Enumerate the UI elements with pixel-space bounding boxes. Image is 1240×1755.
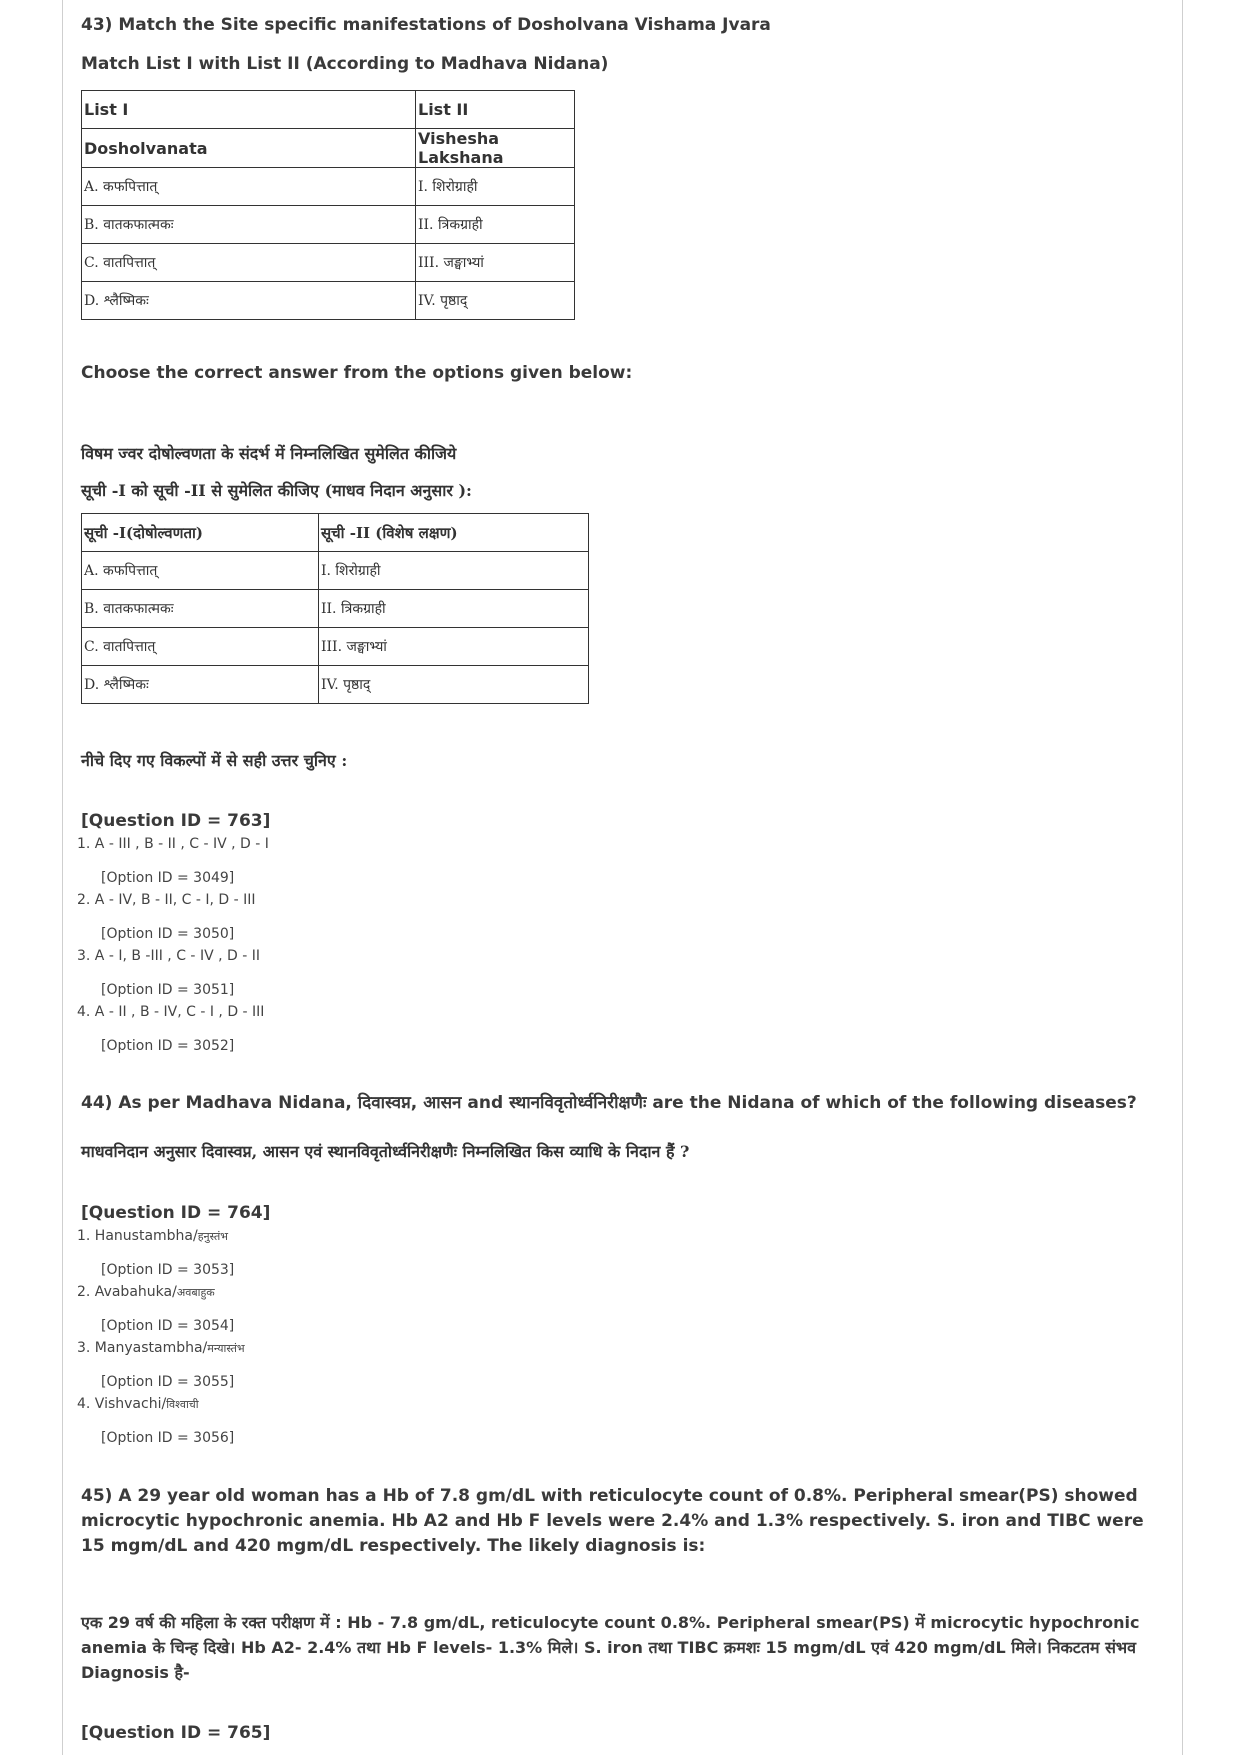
table-row [82, 244, 575, 282]
option-text[interactable] [77, 1340, 245, 1356]
option-id: [Option ID = 3050] [101, 926, 235, 942]
option-text[interactable] [77, 1284, 215, 1300]
option-label: 2. Avabahuka/ [77, 1284, 177, 1300]
table-row [82, 282, 575, 320]
table-cell: सूची -I(दोषोल्वणता) [82, 514, 319, 552]
table-cell: C. वातपित्तात् [82, 244, 416, 282]
option-id: [Option ID = 3056] [101, 1430, 235, 1446]
table-row [82, 514, 589, 552]
option-id: [Option ID = 3049] [101, 870, 235, 886]
table-cell: II. त्रिकग्राही [416, 206, 575, 244]
option-text[interactable]: 1. A - III , B - II , C - IV , D - I [77, 836, 269, 852]
question-43-choose-en: Choose the correct answer from the options given below: [81, 363, 633, 383]
option-label: 1. Hanustambha/ [77, 1228, 198, 1244]
table-cell: C. वातपित्तात् [82, 628, 319, 666]
option-hindi-label: मन्यास्तंभ [207, 1342, 245, 1355]
option-label: 4. Vishvachi/ [77, 1396, 167, 1412]
match-table-english [81, 90, 575, 320]
match-table-hindi [81, 513, 589, 704]
option-id: [Option ID = 3054] [101, 1318, 235, 1334]
question-45-hindi: एक 29 वर्ष की महिला के रक्त परीक्षण में : Hb - 7.8 gm/dL, reticulocyte count 0.8%. Peripheral smear(PS) में microcytic hypochronic anemia के चिन्ह दिखे। Hb A2- 2.4% तथा Hb F levels- 1.3% मिले। S. iron तथा TIBC क्रमशः 15 mgm/dL एवं 420 mgm/dL मिले। निकटतम संभव Diagnosis है- [81, 1613, 1140, 1682]
option-id: [Option ID = 3053] [101, 1262, 235, 1278]
option-text[interactable]: 2. A - IV, B - II, C - I, D - III [77, 892, 256, 908]
page-border-right [1182, 0, 1183, 1755]
table-cell: A. कफपित्तात् [82, 552, 319, 590]
option-text[interactable] [77, 1228, 228, 1244]
question-45-title: 45) A 29 year old woman has a Hb of 7.8 gm/dL with reticulocyte count of 0.8%. Peripheral smear(PS) showed microcytic hypochronic anemia. Hb A2 and Hb F levels were 2.4% and 1.3% respectively. S. iron and TIBC were 15 mgm/dL and 420 mgm/dL respectively. The likely diagnosis is: [81, 1486, 1144, 1556]
table-cell: A. कफपित्तात् [82, 168, 416, 206]
question-43-hindi-title: विषम ज्वर दोषोल्वणता के संदर्भ में निम्नलिखित सुमेलित कीजिये [81, 444, 457, 463]
option-text[interactable] [77, 1396, 199, 1412]
table-row [82, 129, 575, 168]
table-cell: List II [416, 91, 575, 129]
page-border-left [62, 0, 63, 1755]
table-cell: III. जङ्घाभ्यां [416, 244, 575, 282]
option-id: [Option ID = 3052] [101, 1038, 235, 1054]
option-label: 3. Manyastambha/ [77, 1340, 208, 1356]
table-cell: सूची -II (विशेष लक्षण) [319, 514, 589, 552]
table-cell: I. शिरोग्राही [416, 168, 575, 206]
table-cell: List I [82, 91, 416, 129]
question-43-subtitle: Match List I with List II (According to Madhava Nidana) [81, 54, 609, 74]
question-44-id: [Question ID = 764] [81, 1203, 271, 1223]
option-hindi-label: विश्वाची [166, 1398, 199, 1411]
table-row [82, 666, 589, 704]
table-row [82, 91, 575, 129]
table-cell: II. त्रिकग्राही [319, 590, 589, 628]
table-cell: B. वातकफात्मकः [82, 590, 319, 628]
table-cell: D. श्लैष्मिकः [82, 282, 416, 320]
question-44-title: 44) As per Madhava Nidana, दिवास्वप्न, आसन and स्थानविवृतोर्ध्वनिरीक्षणैः are the Nidana of which of the following diseases? [81, 1093, 1137, 1113]
option-text[interactable]: 3. A - I, B -III , C - IV , D - II [77, 948, 260, 964]
table-cell: Dosholvanata [82, 129, 416, 168]
question-45-id: [Question ID = 765] [81, 1723, 271, 1743]
table-cell: IV. पृष्ठाद् [319, 666, 589, 704]
table-cell: I. शिरोग्राही [319, 552, 589, 590]
option-id: [Option ID = 3051] [101, 982, 235, 998]
option-id: [Option ID = 3055] [101, 1374, 235, 1390]
table-row [82, 628, 589, 666]
question-43-hindi-subtitle: सूची -I को सूची -II से सुमेलित कीजिए (माधव निदान अनुसार ): [81, 481, 472, 500]
table-row [82, 552, 589, 590]
question-44-hindi: माधवनिदान अनुसार दिवास्वप्न, आसन एवं स्थानविवृतोर्ध्वनिरीक्षणैः निम्नलिखित किस व्याधि के निदान हैं ? [81, 1142, 690, 1161]
option-hindi-label: हनुस्तंभ [197, 1230, 228, 1243]
table-cell: IV. पृष्ठाद् [416, 282, 575, 320]
question-43-id: [Question ID = 763] [81, 811, 271, 831]
question-43-title: 43) Match the Site specific manifestations of Dosholvana Vishama Jvara [81, 15, 771, 35]
table-cell: B. वातकफात्मकः [82, 206, 416, 244]
question-43-choose-hindi: नीचे दिए गए विकल्पों में से सही उत्तर चुनिए : [81, 751, 348, 770]
table-row [82, 206, 575, 244]
table-cell: III. जङ्घाभ्यां [319, 628, 589, 666]
option-hindi-label: अवबाहुक [176, 1286, 215, 1299]
table-cell: D. श्लैष्मिकः [82, 666, 319, 704]
option-text[interactable]: 4. A - II , B - IV, C - I , D - III [77, 1004, 265, 1020]
table-row [82, 590, 589, 628]
table-row [82, 168, 575, 206]
table-cell: Vishesha Lakshana [416, 129, 575, 168]
